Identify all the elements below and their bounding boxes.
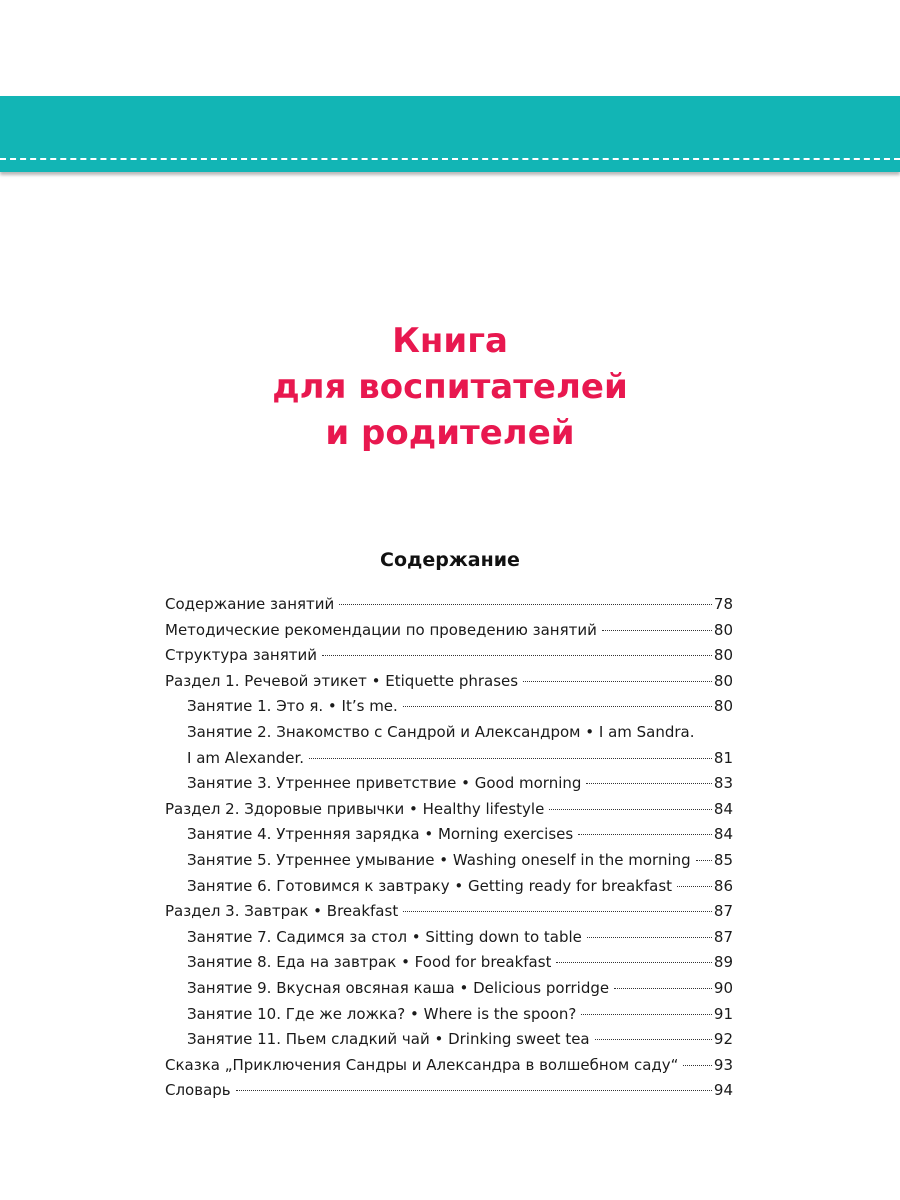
toc-entry-label: I am Alexander. <box>187 748 305 767</box>
toc-leader-dots <box>236 1090 712 1091</box>
toc-entry-label: Занятие 4. Утренняя зарядка • Morning exercises <box>187 825 574 844</box>
toc-leader-dots <box>309 758 712 759</box>
toc-entry-label: Методические рекомендации по проведению занятий <box>165 620 597 639</box>
toc-leader-dots <box>696 860 712 861</box>
toc-entry <box>165 694 733 720</box>
toc-entry-page: 94 <box>713 1081 733 1100</box>
toc-entry <box>165 874 733 900</box>
toc-leader-dots <box>683 1065 711 1066</box>
toc-entry <box>165 797 733 823</box>
toc-entry <box>165 848 733 874</box>
toc-entry <box>165 592 733 618</box>
toc-entry <box>165 771 733 797</box>
toc-entry <box>165 976 733 1002</box>
book-title-line-1: Книга <box>392 321 508 361</box>
toc-entry-label: Раздел 3. Завтрак • Breakfast <box>165 902 399 921</box>
book-title <box>0 318 900 456</box>
toc-leader-dots <box>581 1014 712 1015</box>
toc-entry-page: 85 <box>713 850 733 869</box>
toc-entry-label: Раздел 2. Здоровые привычки • Healthy lifestyle <box>165 799 545 818</box>
toc-entry-page: 93 <box>713 1055 733 1074</box>
toc-leader-dots <box>677 886 712 887</box>
toc-entry-page: 90 <box>713 978 733 997</box>
toc-leader-dots <box>587 937 712 938</box>
table-of-contents <box>165 592 733 1104</box>
toc-entry-label: Сказка „Приключения Сандры и Александра в волшебном саду“ <box>165 1055 679 1074</box>
toc-entry-label: Структура занятий <box>165 646 317 665</box>
toc-entry <box>165 822 733 848</box>
toc-entry <box>165 1027 733 1053</box>
toc-entry-page: 87 <box>713 927 733 946</box>
toc-entry-page: 84 <box>713 825 733 844</box>
toc-entry-label: Занятие 11. Пьем сладкий чай • Drinking sweet tea <box>187 1030 590 1049</box>
toc-entry-page: 89 <box>713 953 733 972</box>
toc-entry-label: Занятие 3. Утреннее приветствие • Good morning <box>187 774 582 793</box>
toc-entry <box>165 899 733 925</box>
toc-leader-dots <box>403 911 712 912</box>
toc-entry-page: 86 <box>713 876 733 895</box>
toc-entry-page: 78 <box>713 595 733 613</box>
toc-leader-dots <box>523 681 712 682</box>
toc-entry <box>165 1002 733 1028</box>
toc-leader-dots <box>578 834 712 835</box>
toc-entry-page: 91 <box>713 1004 733 1023</box>
toc-entry-page: 81 <box>713 748 733 767</box>
toc-entry-page: 80 <box>713 697 733 716</box>
toc-entry-label: Занятие 9. Вкусная овсяная каша • Delicious porridge <box>187 978 610 997</box>
book-title-line-3: и родителей <box>325 413 575 453</box>
toc-entry-label: Содержание занятий <box>165 595 335 613</box>
header-banner <box>0 96 900 172</box>
toc-entry-page: 80 <box>713 646 733 665</box>
toc-entry-page: 84 <box>713 799 733 818</box>
toc-entry-label: Занятие 1. Это я. • It’s me. <box>187 697 398 716</box>
toc-leader-dots <box>556 962 711 963</box>
toc-entry <box>165 1078 733 1104</box>
toc-leader-dots <box>322 655 712 656</box>
toc-entry-label: Занятие 6. Готовимся к завтраку • Getting ready for breakfast <box>187 876 673 895</box>
toc-entry <box>165 1053 733 1079</box>
toc-entry <box>165 746 733 772</box>
toc-heading: Содержание <box>380 549 520 571</box>
toc-entry-label: Раздел 1. Речевой этикет • Etiquette phrases <box>165 671 519 690</box>
toc-entry-label: Занятие 10. Где же ложка? • Where is the spoon? <box>187 1004 577 1023</box>
toc-entry <box>165 925 733 951</box>
toc-leader-dots <box>586 783 712 784</box>
toc-entry-label: Занятие 5. Утреннее умывание • Washing oneself in the morning <box>187 850 691 869</box>
toc-leader-dots <box>403 706 712 707</box>
toc-entry <box>165 643 733 669</box>
toc-entry-label: Занятие 7. Садимся за стол • Sitting down to table <box>187 927 582 946</box>
toc-entry-page: 92 <box>713 1030 733 1049</box>
book-title-line-2: для воспитателей <box>272 367 628 407</box>
toc-entry-first-line <box>165 720 733 746</box>
toc-leader-dots <box>595 1039 712 1040</box>
toc-entry-page: 87 <box>713 902 733 921</box>
toc-entry-page: 83 <box>713 774 733 793</box>
banner-stitch-line <box>0 158 900 160</box>
toc-entry <box>165 669 733 695</box>
toc-leader-dots <box>614 988 712 989</box>
toc-entry-page: 80 <box>713 671 733 690</box>
toc-entry-label: Занятие 8. Еда на завтрак • Food for breakfast <box>187 953 552 972</box>
toc-leader-dots <box>339 604 712 605</box>
toc-entry-label: Словарь <box>165 1081 231 1100</box>
toc-entry-label: Занятие 2. Знакомство с Сандрой и Александром • I am Sandra. <box>187 722 695 741</box>
toc-entry <box>165 950 733 976</box>
toc-leader-dots <box>602 630 712 631</box>
toc-entry-page: 80 <box>713 620 733 639</box>
toc-entry <box>165 618 733 644</box>
toc-leader-dots <box>549 809 712 810</box>
